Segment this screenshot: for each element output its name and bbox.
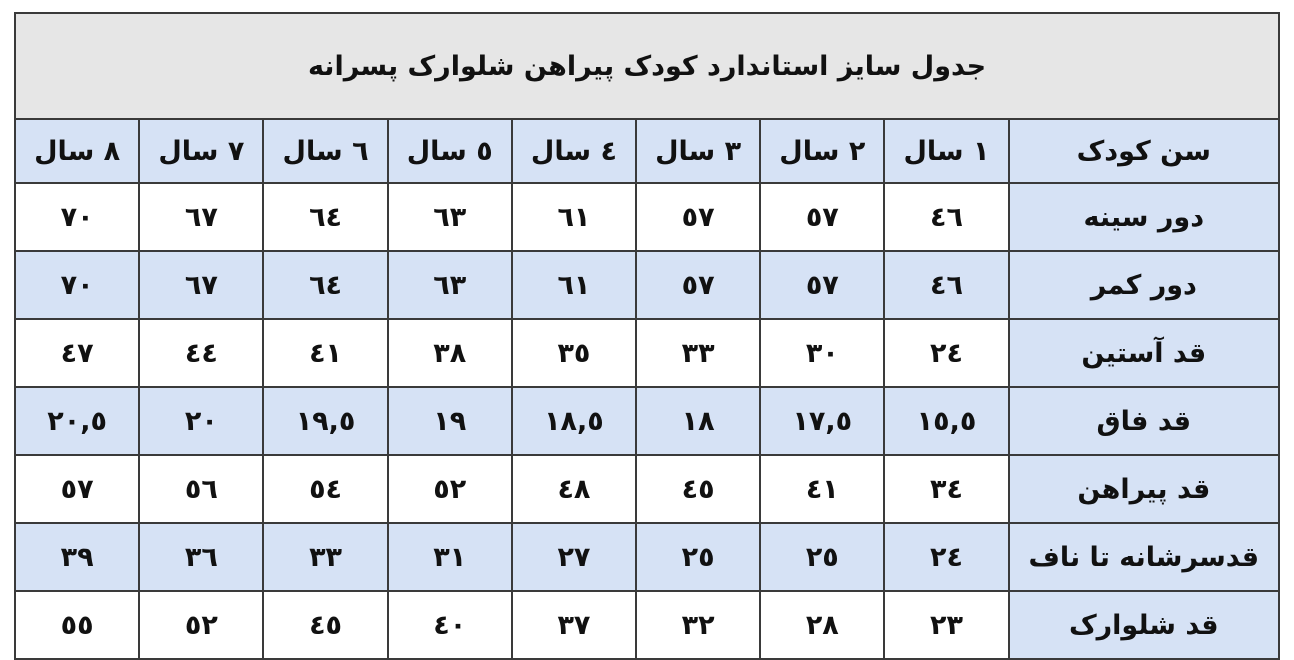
- table-row: [15, 251, 1279, 319]
- table-cell: ٦٤: [263, 183, 387, 251]
- table-cell: ٤٥: [263, 591, 387, 659]
- row-label: قد فاق: [1009, 387, 1279, 455]
- table-cell: ٦٣: [388, 183, 512, 251]
- column-header-cell-8: ٨ سال: [15, 119, 139, 183]
- table-cell: ٥٧: [760, 251, 884, 319]
- table-cell: ٢٨: [760, 591, 884, 659]
- table-cell: ٢٤: [884, 319, 1008, 387]
- table-cell: ٢٧: [512, 523, 636, 591]
- table-cell: ٥٢: [388, 455, 512, 523]
- table-cell: ١٩: [388, 387, 512, 455]
- column-header-row: [15, 119, 1279, 183]
- size-chart-table: [14, 12, 1280, 660]
- column-header-cell-7: ٧ سال: [139, 119, 263, 183]
- table-cell: ٤٧: [15, 319, 139, 387]
- title-row: [15, 13, 1279, 119]
- table-row: [15, 591, 1279, 659]
- table-cell: ٢٠: [139, 387, 263, 455]
- table-cell: ٣٤: [884, 455, 1008, 523]
- column-header-cell-3: ٣ سال: [636, 119, 760, 183]
- table-cell: ٤٦: [884, 251, 1008, 319]
- table-cell: ٤٥: [636, 455, 760, 523]
- table-cell: ٢٤: [884, 523, 1008, 591]
- table-cell: ٥٥: [15, 591, 139, 659]
- table-cell: ٦١: [512, 183, 636, 251]
- table-cell: ٤٨: [512, 455, 636, 523]
- table-row: [15, 523, 1279, 591]
- table-cell: ٣٦: [139, 523, 263, 591]
- column-header-cell-4: ٤ سال: [512, 119, 636, 183]
- corner-header-cell: سن کودک: [1009, 119, 1279, 183]
- table-cell: ٣٨: [388, 319, 512, 387]
- table-cell: ٢٣: [884, 591, 1008, 659]
- table-cell: ٣١: [388, 523, 512, 591]
- column-header-cell-5: ٥ سال: [388, 119, 512, 183]
- row-label: دور کمر: [1009, 251, 1279, 319]
- table-row: [15, 387, 1279, 455]
- table-cell: ٦٧: [139, 183, 263, 251]
- table-cell: ١٧,٥: [760, 387, 884, 455]
- table-cell: ٤٤: [139, 319, 263, 387]
- table-cell: ٤١: [760, 455, 884, 523]
- table-cell: ١٥,٥: [884, 387, 1008, 455]
- row-label: دور سینه: [1009, 183, 1279, 251]
- table-cell: ٤٦: [884, 183, 1008, 251]
- row-label: قد آستین: [1009, 319, 1279, 387]
- table-body: [15, 13, 1279, 659]
- table-cell: ٥٧: [636, 183, 760, 251]
- table-cell: ٢٥: [760, 523, 884, 591]
- table-row: [15, 183, 1279, 251]
- column-header-cell-1: ١ سال: [884, 119, 1008, 183]
- table-cell: ٣٣: [636, 319, 760, 387]
- table-cell: ٤١: [263, 319, 387, 387]
- table-cell: ٣٥: [512, 319, 636, 387]
- table-cell: ٧٠: [15, 251, 139, 319]
- table-cell: ٢٥: [636, 523, 760, 591]
- table-row: [15, 319, 1279, 387]
- table-cell: ٦٧: [139, 251, 263, 319]
- row-label: قد شلوارک: [1009, 591, 1279, 659]
- table-cell: ٢٠,٥: [15, 387, 139, 455]
- table-cell: ١٨: [636, 387, 760, 455]
- table-cell: ٣٣: [263, 523, 387, 591]
- table-cell: ٣٠: [760, 319, 884, 387]
- table-cell: ٥٢: [139, 591, 263, 659]
- table-cell: ٤٠: [388, 591, 512, 659]
- table-cell: ٣٩: [15, 523, 139, 591]
- table-cell: ٦١: [512, 251, 636, 319]
- table-cell: ١٨,٥: [512, 387, 636, 455]
- table-cell: ٥٧: [636, 251, 760, 319]
- table-cell: ٣٧: [512, 591, 636, 659]
- row-label: قد پیراهن: [1009, 455, 1279, 523]
- column-header-cell-2: ٢ سال: [760, 119, 884, 183]
- page-title: جدول سایز استاندارد کودک پیراهن شلوارک پسرانه: [15, 13, 1279, 119]
- table-cell: ٥٧: [15, 455, 139, 523]
- table-cell: ٧٠: [15, 183, 139, 251]
- table-cell: ٥٦: [139, 455, 263, 523]
- row-label: قدسرشانه تا ناف: [1009, 523, 1279, 591]
- table-cell: ٥٧: [760, 183, 884, 251]
- table-cell: ١٩,٥: [263, 387, 387, 455]
- table-row: [15, 455, 1279, 523]
- column-header-cell-6: ٦ سال: [263, 119, 387, 183]
- table-cell: ٣٢: [636, 591, 760, 659]
- table-cell: ٥٤: [263, 455, 387, 523]
- table-cell: ٦٤: [263, 251, 387, 319]
- table-cell: ٦٣: [388, 251, 512, 319]
